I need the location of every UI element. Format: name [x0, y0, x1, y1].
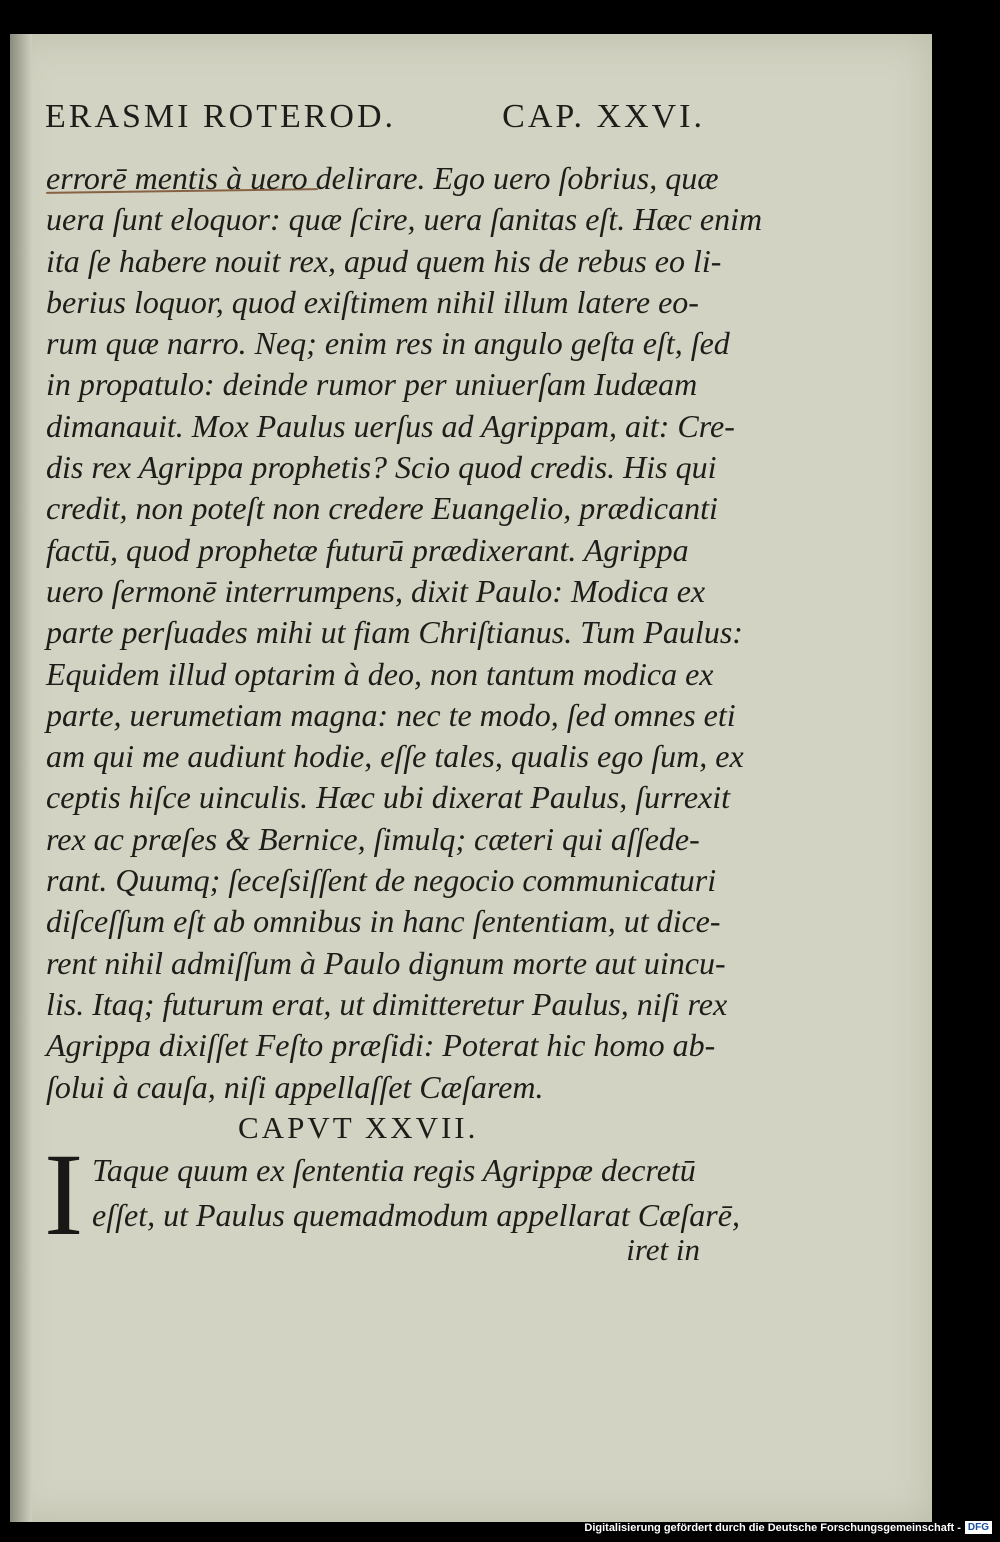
text-line: rum quæ narro. Neq; enim res in angulo geſta eſt, ſed: [46, 325, 730, 362]
text-line: dis rex Agrippa prophetis? Scio quod credis. His qui: [46, 449, 717, 486]
running-header: [45, 98, 705, 136]
text-line: eſſet, ut Paulus quemadmodum appellarat Cæſarē,: [92, 1197, 740, 1233]
text-line: ceptis hiſce uinculis. Hæc ubi dixerat Paulus, ſurrexit: [46, 779, 731, 816]
text-line: parte, uerumetiam magna: nec te modo, ſed omnes eti: [46, 696, 736, 733]
dfg-logo: DFG: [965, 1521, 992, 1534]
text-line: dimanauit. Mox Paulus uerſus ad Agrippam, ait: Cre-: [46, 407, 735, 444]
running-header-title: ERASMI ROTEROD.: [45, 98, 397, 135]
text-line: diſceſſum eſt ab omnibus in hanc ſententiam, ut dice-: [46, 903, 721, 940]
text-line: am qui me audiunt hodie, eſſe tales, qualis ego ſum, ex: [46, 738, 744, 775]
text-line: rex ac præſes & Bernice, ſimulq; cæteri qui aſſede-: [46, 820, 700, 857]
catchword: iret in: [626, 1232, 700, 1267]
text-line: Agrippa dixiſſet Feſto præſidi: Poterat hic homo ab-: [46, 1027, 716, 1064]
credit-text: Digitalisierung gefördert durch die Deutsche Forschungsgemeinschaft -: [584, 1521, 961, 1534]
text-line: errorē mentis à uero delirare. Ego uero ſobrius, quæ: [46, 160, 719, 196]
chapter-heading: CAPVT XXVII.: [238, 1110, 479, 1145]
text-line: uero ſermonē interrumpens, dixit Paulo: Modica ex: [46, 572, 706, 609]
digitization-credit: [584, 1521, 992, 1534]
drop-capital: I: [44, 1129, 84, 1260]
text-line: factū, quod prophetæ futurū prædixerant. Agrippa: [46, 531, 689, 568]
text-line: credit, non poteſt non credere Euangelio, prædicanti: [46, 490, 718, 527]
running-header-chapter: CAP. XXVI.: [502, 98, 705, 135]
text-line: ita ſe habere nouit rex, apud quem his de rebus eo li-: [46, 242, 722, 279]
text-line: Taque quum ex ſententia regis Agrippæ decretū: [92, 1152, 696, 1188]
text-line: ſolui à cauſa, niſi appellaſſet Cæſarem.: [46, 1068, 544, 1105]
text-line: parte perſuades mihi ut fiam Chriſtianus. Tum Paulus:: [46, 614, 743, 651]
chapter-opening-paragraph: [92, 1148, 740, 1238]
text-line: rent nihil admiſſum à Paulo dignum morte aut uincu-: [46, 944, 726, 981]
text-line: Equidem illud optarim à deo, non tantum modica ex: [46, 655, 714, 692]
text-line: rant. Quumq; ſeceſsiſſent de negocio communicaturi: [46, 862, 717, 899]
text-line: lis. Itaq; futurum erat, ut dimitteretur Paulus, niſi rex: [46, 985, 728, 1022]
text-line: uera ſunt eloquor: quæ ſcire, uera ſanitas eſt. Hæc enim: [46, 201, 763, 238]
text-line: in propatulo: deinde rumor per uniuerſam Iudæam: [46, 366, 698, 403]
text-line: berius loquor, quod exiſtimem nihil illum latere eo-: [46, 283, 699, 320]
body-text: [46, 158, 763, 1108]
page-gutter-shadow: [10, 34, 32, 1522]
